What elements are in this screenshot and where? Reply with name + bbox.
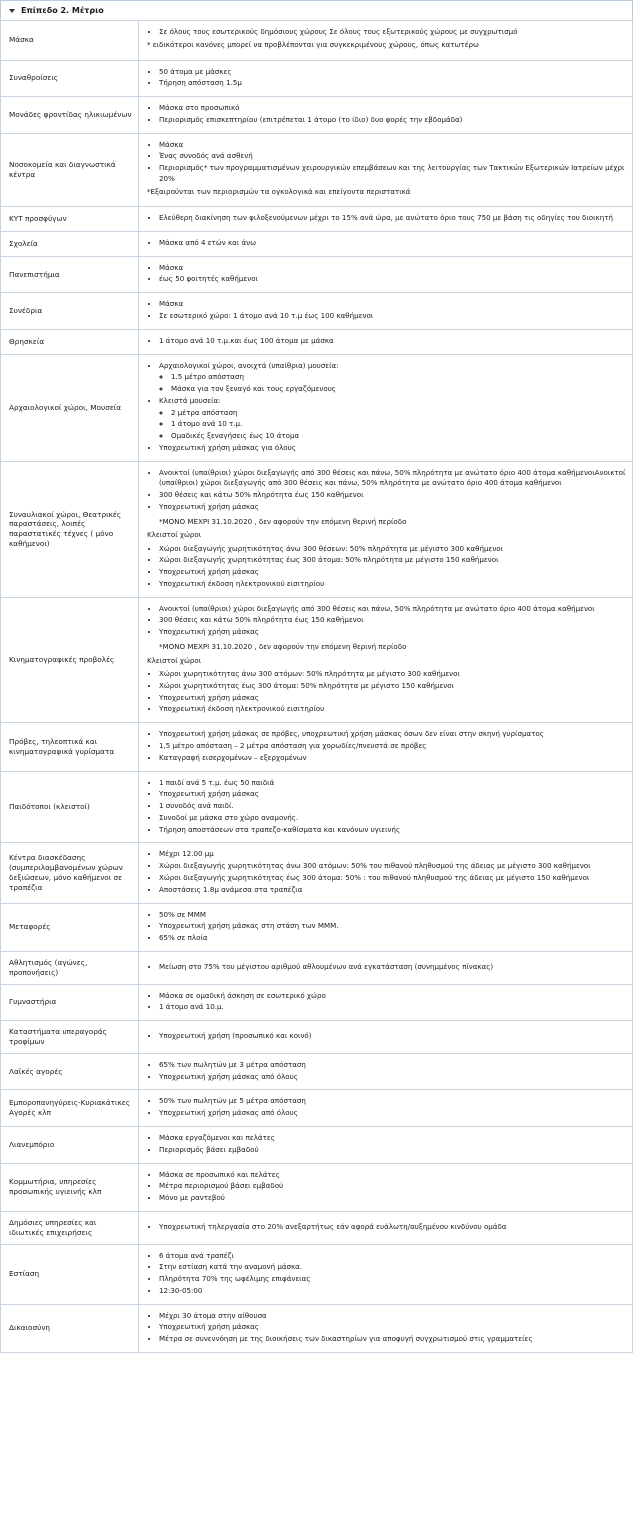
measure-list (147, 140, 626, 184)
row-measures (139, 1163, 633, 1211)
measure-note: *MONO MEXPI 31.10.2020 , δεν αφορούν την επόμενη θερινή περίοδο (159, 516, 407, 526)
table-row (1, 461, 633, 597)
measure-item: • Μάσκα (159, 140, 626, 150)
measure-item (159, 443, 626, 453)
measure-list (147, 778, 626, 835)
row-category: Κινηματογραφικές προβολές (1, 597, 139, 723)
measure-sublist (159, 372, 626, 394)
row-measures (139, 256, 633, 293)
row-measures (139, 231, 633, 256)
measure-item: • Υποχρεωτική χρήση μάσκας (159, 502, 626, 512)
measure-item: • Ελεύθερη διακίνηση των φιλοξενούμενων μέχρι το 15% ανά ώρα, με ανώτατο όριο τους 750 με βάση τις οδηγίες του διοικητή (159, 213, 626, 223)
measure-item (159, 396, 626, 442)
measure-item: • Μέτρα περιορισμού βάσει εμβαδού (159, 1181, 626, 1191)
row-category: Γυμναστήρια (1, 984, 139, 1021)
row-measures (139, 354, 633, 461)
row-category: Συναυλιακοί χώροι, Θεατρικές παραστάσεις, λοιπές παραστατικές τέχνες ( μόνο καθήμενοι) (1, 461, 139, 597)
row-category: Δικαιοσύνη (1, 1304, 139, 1352)
measure-item: • Μείωση στο 75% του μέγιστου αριθμού αθλουμένων ανά εγκατάσταση (συνημμένος πίνακας) (159, 962, 626, 972)
row-category: Κέντρα διασκέδασης (συμπεριλαμβανομένων χώρων δεξιώσεων, μόνο καθήμενοι σε τραπέζια (1, 843, 139, 903)
measure-item (159, 361, 626, 395)
measure-item: • Τήρηση απόσταση 1.5μ (159, 78, 626, 88)
measure-item: • Υποχρεωτική χρήση μάσκας (159, 567, 626, 577)
measure-item: • Υποχρεωτική χρήση μάσκας (159, 693, 626, 703)
section-title: Επίπεδο 2. Μέτριο (21, 6, 104, 15)
row-category: Θρησκεία (1, 329, 139, 354)
measure-note: *Εξαιρούνται των περιορισμών τα ογκολογικά και επείγοντα περιστατικά (147, 186, 411, 196)
measure-note: Κλειστοί χώροι (147, 530, 202, 540)
table-row (1, 231, 633, 256)
table-row (1, 771, 633, 843)
measure-item: • Μέχρι 30 άτομα στην αίθουσα (159, 1311, 626, 1321)
row-category: Αθλητισμός (αγώνες, προπονήσεις) (1, 951, 139, 984)
measure-item: • 1,5 μέτρο απόσταση – 2 μέτρα απόσταση για χορωδίες/πνευστά σε πρόβες (159, 741, 626, 751)
row-measures (139, 461, 633, 597)
measure-subitem: ◦ 2 μέτρα απόσταση (171, 408, 626, 418)
measure-note: Κλειστοί χώροι (147, 655, 202, 665)
row-measures (139, 843, 633, 903)
row-measures (139, 1090, 633, 1127)
row-measures (139, 133, 633, 206)
measure-note: *MONO MEXPI 31.10.2020 , δεν αφορούν την επόμενη θερινή περίοδο (159, 642, 407, 652)
measure-item: • Μέτρα σε συνεννόηση με της διοικήσεις των δικαστηρίων για αποφυγή συγχρωτισμού στις γραμματείες (159, 1334, 626, 1344)
measure-item: • Υποχρεωτική χρήση μάσκας (159, 627, 626, 637)
measure-item: • Χώροι χωρητικότητας άνω 300 ατόμων: 50% πληρότητα με μέγιστο 300 καθήμενοι (159, 669, 626, 679)
table-row (1, 293, 633, 330)
table-row (1, 843, 633, 903)
measure-list (147, 1133, 626, 1155)
measure-item: • Περιορισμός* των προγραμματισμένων χειρουργικών επεμβάσεων και της λειτουργίας των Τακτικών Εξωτερικών Ιατρείων μέχρι 20% (159, 163, 626, 184)
table-row (1, 1090, 633, 1127)
table-row (1, 723, 633, 771)
measure-list (147, 1031, 626, 1041)
measure-item-label: Υποχρεωτική χρήση μάσκας για όλους (159, 443, 296, 453)
measure-item: • Πληρότητα 70% της ωφέλιμης επιφάνειας (159, 1274, 626, 1284)
measure-item: • Μάσκα (159, 299, 626, 309)
measure-item: • Μάσκα από 4 ετών και άνω (159, 238, 626, 248)
chevron-down-icon[interactable] (9, 9, 15, 13)
table-row (1, 951, 633, 984)
row-measures (139, 97, 633, 134)
measure-item: • Υποχρεωτική τηλεργασία στο 20% ανεξαρτήτως εάν αφορά ευάλωτη/αυξημένου κινδύνου ομάδα (159, 1222, 626, 1232)
measure-item: • Συνοδοί με μάσκα στο χώρο αναμονής. (159, 813, 626, 823)
measure-list (147, 336, 626, 346)
row-measures (139, 723, 633, 771)
measure-item: • 300 θέσεις και κάτω 50% πληρότητα έως 150 καθήμενοι (159, 490, 626, 500)
measure-item: • Μάσκα σε ομαδική άσκηση σε εσωτερικό χώρο (159, 991, 626, 1001)
table-row (1, 984, 633, 1021)
measure-list (147, 263, 626, 285)
measure-item: • Ένας συνοδός ανά ασθενή (159, 151, 626, 161)
measure-item: • Υποχρεωτική έκδοση ηλεκτρονικού εισιτηρίου (159, 579, 626, 589)
measure-item: • Υποχρεωτική χρήση μάσκας (159, 1322, 626, 1332)
measure-item: • Σε όλους τους εσωτερικούς δημόσιους χώρους Σε όλους τους εξωτερικούς χώρους με συγχρωτισμό (159, 27, 626, 37)
table-row (1, 1163, 633, 1211)
row-category: Παιδότοποι (κλειστοί) (1, 771, 139, 843)
row-measures (139, 1244, 633, 1304)
table-row (1, 1244, 633, 1304)
measure-subitem: ◦ 1 άτομο ανά 10 τ.μ. (171, 419, 626, 429)
row-measures (139, 597, 633, 723)
measure-list (147, 1096, 626, 1118)
measure-list (147, 213, 626, 223)
row-category: Καταστήματα υπεραγοράς τροφίμων (1, 1021, 139, 1054)
measure-item: • Υποχρεωτική χρήση (προσωπικό και κοινό) (159, 1031, 626, 1041)
measure-item: • Μάσκα στο προσωπικό (159, 103, 626, 113)
row-measures (139, 207, 633, 232)
measure-list (147, 910, 626, 944)
section-header[interactable] (0, 0, 633, 20)
measure-item: • Υποχρεωτική χρήση μάσκας (159, 789, 626, 799)
measure-list (147, 729, 626, 763)
measure-item: • Υποχρεωτική χρήση μάσκας από όλους (159, 1072, 626, 1082)
measure-list (147, 361, 626, 454)
table-row (1, 97, 633, 134)
row-category: Εμποροπανηγύρεις-Κυριακάτικες Αγορές κλπ (1, 1090, 139, 1127)
table-row (1, 1021, 633, 1054)
measure-list (147, 669, 626, 715)
measure-list (147, 1222, 626, 1232)
measure-item: • Υποχρεωτική χρήση μάσκας σε πρόβες, υποχρεωτική χρήση μάσκας όσων δεν είναι στην σκηνή γυρίσματος (159, 729, 626, 739)
row-category: Εστίαση (1, 1244, 139, 1304)
row-measures (139, 60, 633, 97)
measure-list (147, 604, 626, 638)
measure-item: • Καταγραφή εισερχομένων – εξερχομένων (159, 753, 626, 763)
table-row (1, 1126, 633, 1163)
measure-list (147, 991, 626, 1013)
row-category: Δημόσιες υπηρεσίες και ιδιωτικές επιχειρήσεις (1, 1211, 139, 1244)
table-row (1, 354, 633, 461)
measure-item: • Ανοικτοί (υπαίθριοι) χώροι διεξαγωγής από 300 θέσεις και πάνω, 50% πληρότητα με ανώτατο όριο 400 άτομα καθήμενοι (159, 604, 626, 614)
measure-note: * ειδικότεροι κανόνες μπορεί να προβλέπονται για συγκεκριμένους χώρους, όπως κατωτέρω (147, 40, 479, 50)
row-category: Νοσοκομεία και διαγνωστικά κέντρα (1, 133, 139, 206)
measures-table (0, 20, 633, 1353)
table-row (1, 1053, 633, 1090)
measure-item: • 1 άτομο ανά 10.μ. (159, 1002, 626, 1012)
measure-item: • Χώροι διεξαγωγής χωρητικότητας έως 300 άτομα: 50% : του πιθανού πληθυσμού της άδειας με μέγιστο 150 καθήμενοι (159, 873, 626, 883)
measure-item-label: Κλειστά μουσεία: (159, 395, 221, 405)
measure-item: • Μάσκα εργαζόμενοι και πελάτες (159, 1133, 626, 1143)
row-measures (139, 1053, 633, 1090)
measure-item: • Μάσκα σε προσωπικό και πελάτες (159, 1170, 626, 1180)
measure-item: • 50% σε ΜΜΜ (159, 910, 626, 920)
measure-item: • Μέχρι 12.00 μμ (159, 849, 626, 859)
row-measures (139, 951, 633, 984)
measure-item: • 1 παιδί ανά 5 τ.μ. έως 50 παιδιά (159, 778, 626, 788)
measure-sublist (159, 408, 626, 442)
measure-list (147, 1251, 626, 1297)
measure-item: • 1 άτομο ανά 10 τ.μ.και έως 100 άτομα με μάσκα (159, 336, 626, 346)
measure-list (147, 238, 626, 248)
row-measures (139, 329, 633, 354)
row-category: ΚΥΤ προσφύγων (1, 207, 139, 232)
row-category: Συνέδρια (1, 293, 139, 330)
measure-item: • 65% των πωλητών με 3 μέτρα απόσταση (159, 1060, 626, 1070)
row-category: Μονάδες φροντίδας ηλικιωμένων (1, 97, 139, 134)
table-row (1, 60, 633, 97)
measure-item: • 50 άτομα με μάσκες (159, 67, 626, 77)
row-measures (139, 984, 633, 1021)
measure-item: • 65% σε πλοία (159, 933, 626, 943)
row-category: Πρόβες, τηλεοπτικά και κινηματογραφικά γυρίσματα (1, 723, 139, 771)
row-category: Σχολεία (1, 231, 139, 256)
row-measures (139, 1304, 633, 1352)
measure-list (147, 468, 626, 512)
measure-item: • Υποχρεωτική χρήση μάσκας από όλους (159, 1108, 626, 1118)
table-row (1, 1304, 633, 1352)
table-row (1, 256, 633, 293)
measure-item-label: Αρχαιολογικοί χώροι, ανοιχτά (υπαίθρια) μουσεία: (159, 360, 339, 370)
table-row (1, 329, 633, 354)
measure-item: • Χώροι χωρητικότητας έως 300 άτομα: 50% πληρότητα με μέγιστο 150 καθήμενοι (159, 681, 626, 691)
measure-list (147, 849, 626, 895)
measure-item: • Υποχρεωτική έκδοση ηλεκτρονικού εισιτηρίου (159, 704, 626, 714)
measure-list (147, 103, 626, 125)
row-category: Μάσκα (1, 21, 139, 61)
measure-item: • 50% των πωλητών με 5 μέτρα απόσταση (159, 1096, 626, 1106)
measure-list (147, 67, 626, 89)
row-measures (139, 21, 633, 61)
table-row (1, 207, 633, 232)
row-measures (139, 771, 633, 843)
measure-item: • έως 50 φοιτητές καθήμενοι (159, 274, 626, 284)
row-measures (139, 1211, 633, 1244)
measure-subitem: ◦ 1.5 μέτρο απόσταση (171, 372, 626, 382)
measure-subitem: ◦ Μάσκα για τον ξεναγό και τους εργαζόμενους (171, 384, 626, 394)
table-row (1, 1211, 633, 1244)
measure-item: • Ανοικτοί (υπαίθριοι) χώροι διεξαγωγής από 300 θέσεις και πάνω, 50% πληρότητα με ανώτατο όριο 400 άτομα καθήμενοιΑνοικτοί (υπαίθριοι) χώροι διεξαγωγής από 300 θέσεις και πάνω, 50% πληρότητα με ανώτατο όριο 400 άτομα καθήμενοι (159, 468, 626, 489)
row-measures (139, 1126, 633, 1163)
measure-item: • Χώροι διεξαγωγής χωρητικότητας άνω 300 θέσεων: 50% πληρότητα με μέγιστο 300 καθήμενοι (159, 544, 626, 554)
measure-item: • Περιορισμός βάσει εμβαδού (159, 1145, 626, 1155)
measure-item: • Περιορισμός επισκεπτηρίου (επιτρέπεται 1 άτομο (το ίδιο) δυο φορές την εβδομάδα) (159, 115, 626, 125)
measure-item: • Τήρηση αποστάσεων στα τραπεζο-καθίσματα και κανόνων υγιεινής (159, 825, 626, 835)
measure-item: • 6 άτομα ανά τραπέζι (159, 1251, 626, 1261)
row-measures (139, 1021, 633, 1054)
measure-item: • 12:30-05:00 (159, 1286, 626, 1296)
measure-list (147, 962, 626, 972)
measure-item: • Στην εστίαση κατά την αναμονή μάσκα. (159, 1262, 626, 1272)
measure-item: • Αποστάσεις 1.8μ ανάμεσα στα τραπέζια (159, 885, 626, 895)
measure-subitem: ◦ Ομαδικές ξεναγήσεις έως 10 άτομα (171, 431, 626, 441)
measure-item: • Χώροι διεξαγωγής χωρητικότητας έως 300 άτομα: 50% πληρότητα με μέγιστο 150 καθήμενοι (159, 555, 626, 565)
measure-item: • 1 συνοδός ανά παιδί. (159, 801, 626, 811)
measure-list (147, 299, 626, 321)
row-category: Λαϊκές αγορές (1, 1053, 139, 1090)
measure-item: • Υποχρεωτική χρήση μάσκας στη στάση των ΜΜΜ. (159, 921, 626, 931)
row-measures (139, 293, 633, 330)
row-category: Πανεπιστήμια (1, 256, 139, 293)
measure-item: • Μόνο με ραντεβού (159, 1193, 626, 1203)
measure-list (147, 27, 626, 37)
table-row (1, 597, 633, 723)
table-row (1, 133, 633, 206)
row-category: Λιανεμπόριο (1, 1126, 139, 1163)
row-category: Αρχαιολογικοί χώροι, Μουσεία (1, 354, 139, 461)
measure-item: • 300 θέσεις και κάτω 50% πληρότητα έως 150 καθήμενοι (159, 615, 626, 625)
table-row (1, 21, 633, 61)
measure-item: • Σε εσωτερικό χώρο: 1 άτομο ανά 10 τ.μ έως 100 καθήμενοι (159, 311, 626, 321)
table-row (1, 903, 633, 951)
measure-list (147, 1311, 626, 1345)
row-category: Μεταφορές (1, 903, 139, 951)
measure-list (147, 544, 626, 590)
row-category: Κομμωτήρια, υπηρεσίες προσωπικής υγιεινής κλπ (1, 1163, 139, 1211)
measure-item: • Μάσκα (159, 263, 626, 273)
row-category: Συναθροίσεις (1, 60, 139, 97)
row-measures (139, 903, 633, 951)
measure-list (147, 1060, 626, 1082)
measure-item: • Χώροι διεξαγωγής χωρητικότητας άνω 300 ατόμων: 50% του πιθανού πληθυσμού της άδειας με μέγιστο 300 καθήμενοι (159, 861, 626, 871)
measure-list (147, 1170, 626, 1204)
